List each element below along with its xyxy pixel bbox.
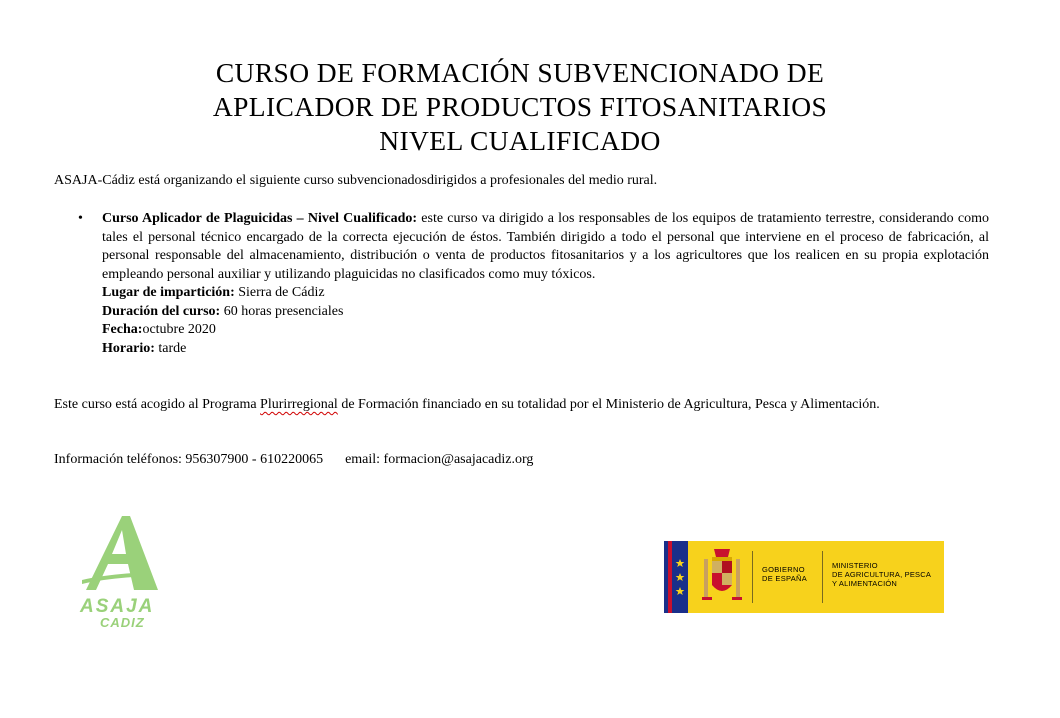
title-line-1: CURSO DE FORMACIÓN SUBVENCIONADO DE xyxy=(215,57,825,88)
logo-divider-2 xyxy=(822,551,823,603)
ministerio-line-1: MINISTERIO xyxy=(832,561,878,570)
date-label: Fecha: xyxy=(102,322,143,337)
course-name: Curso Aplicador de Plaguicidas – Nivel Cualificado: xyxy=(102,211,418,226)
course-duration xyxy=(102,303,989,322)
program-misspelled-word: Plurirregional xyxy=(260,397,338,412)
asaja-cadiz-logo xyxy=(78,514,162,630)
title-line-3: NIVEL CUALIFICADO xyxy=(379,125,661,156)
course-description-paragraph xyxy=(102,210,989,284)
gobierno-espana-logo xyxy=(664,541,944,613)
gobierno-line-1: GOBIERNO xyxy=(762,565,805,574)
bullet-icon: • xyxy=(78,211,83,226)
intro-paragraph: ASAJA-Cádiz está organizando el siguiente curso subvencionadosdirigidos a profesionales del medio rural. xyxy=(54,173,658,188)
eu-stars-icon xyxy=(664,541,688,613)
cadiz-logo-text: CADIZ xyxy=(100,615,145,630)
course-date xyxy=(102,321,989,340)
title-line-2: APLICADOR DE PRODUCTOS FITOSANITARIOS xyxy=(212,91,828,122)
location-label: Lugar de impartición: xyxy=(102,285,235,300)
coat-of-arms-icon xyxy=(700,545,744,609)
program-text-before: Este curso está acogido al Programa xyxy=(54,397,261,412)
duration-label: Duración del curso: xyxy=(102,303,221,319)
program-text-after: de Formación financiado en su totalidad por el Ministerio de Agricultura, Pesca y Alimentación. xyxy=(337,397,880,412)
course-schedule xyxy=(102,340,989,359)
document-title xyxy=(100,56,940,158)
location-value: Sierra de Cádiz xyxy=(234,285,325,300)
gobierno-text xyxy=(762,565,807,583)
course-location xyxy=(102,284,989,303)
contact-line xyxy=(54,452,533,468)
contact-email: email: formacion@asajacadiz.org xyxy=(345,452,534,467)
logo-divider-1 xyxy=(752,551,753,603)
ministerio-line-2: DE AGRICULTURA, PESCA xyxy=(832,570,932,579)
asaja-logo-text: ASAJA xyxy=(80,596,155,617)
ministerio-text xyxy=(832,561,931,588)
course-description: este curso va dirigido a los responsables de los equipos de tratamiento terrestre, considerando como tales el personal técnico encargado de la correcta ejecución de éstos. También dirigido a todo el personal que interviene en el proceso de fabricación, al personal responsable del almacenamiento, distribución o venta de productos fitosanitarios y a los agricultores que los realicen en su propia explotación empleando personal auxiliar y utilizando plaguicidas no clasificados como muy tóxicos. xyxy=(102,211,989,282)
program-paragraph xyxy=(54,396,989,415)
schedule-label: Horario: xyxy=(102,340,155,356)
date-value: octubre 2020 xyxy=(142,322,216,337)
gobierno-line-2: DE ESPAÑA xyxy=(762,574,808,583)
course-bullet xyxy=(102,210,989,358)
schedule-value: tarde xyxy=(154,340,187,356)
contact-phones: Información teléfonos: 956307900 - 610220065 xyxy=(54,452,324,467)
duration-value: 60 horas presenciales xyxy=(220,303,344,319)
ministerio-line-3: Y ALIMENTACIÓN xyxy=(832,579,898,588)
